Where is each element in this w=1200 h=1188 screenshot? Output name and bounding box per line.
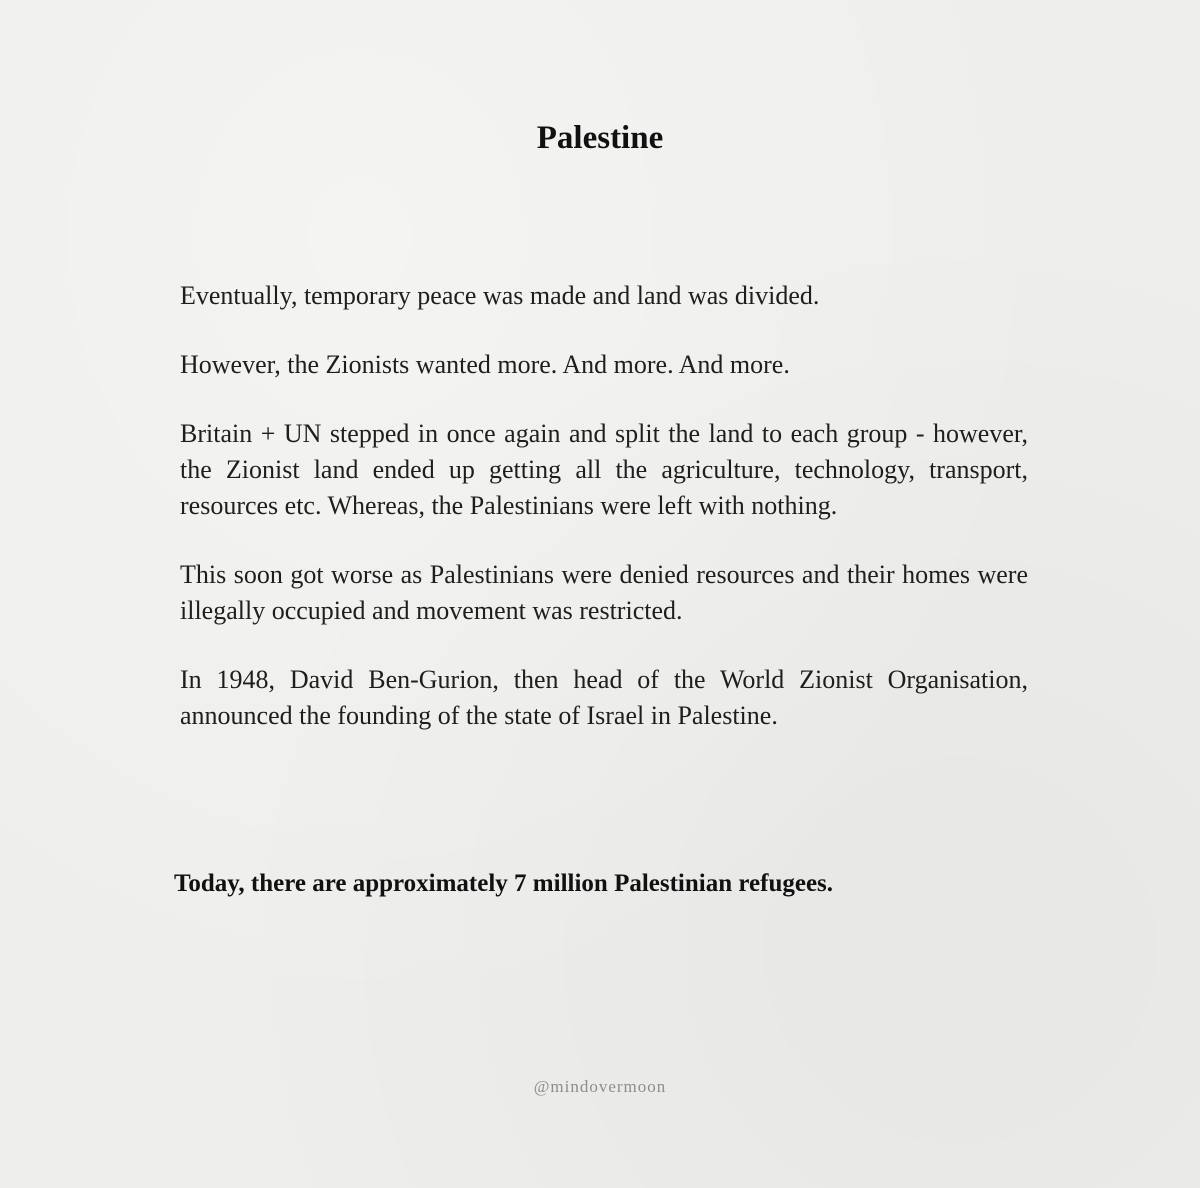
- author-credit: @mindovermoon: [533, 1077, 667, 1096]
- page-title: Palestine: [536, 120, 664, 156]
- paragraph-worse: This soon got worse as Palestinians were denied resources and their homes were illegally occupied and movement was restricted.: [180, 560, 1028, 625]
- closing-statement: Today, there are approximately 7 million Palestinian refugees.: [174, 870, 834, 897]
- paragraph-peace: Eventually, temporary peace was made and land was divided.: [180, 281, 820, 310]
- body-text: [180, 278, 1028, 767]
- paragraph-wanted-more: However, the Zionists wanted more. And more. And more.: [180, 350, 790, 379]
- paragraph-land-split: Britain + UN stepped in once again and split the land to each group - however, the Zionist land ended up getting all the agriculture, technology, transport, resources etc. Whereas, the Palestinians were left with nothing.: [180, 419, 1028, 520]
- paragraph-1948: In 1948, David Ben-Gurion, then head of the World Zionist Organisation, announced the founding of the state of Israel in Palestine.: [180, 665, 1028, 730]
